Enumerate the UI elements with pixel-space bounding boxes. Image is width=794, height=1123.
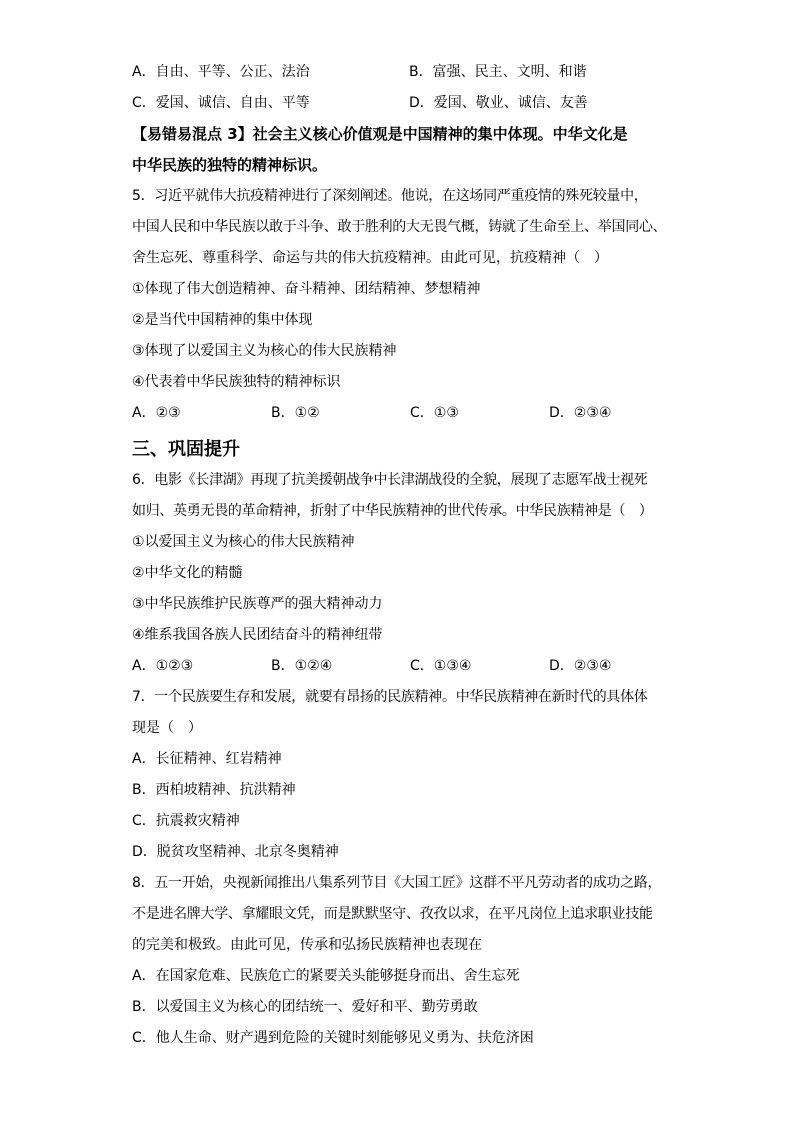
q6-stem-1: 6．电影《长津湖》再现了抗美援朝战争中长津湖战役的全貌，展现了志愿军战士视死 (132, 472, 648, 488)
q6-statement-3: ③中华民族维护民族尊严的强大精神动力 (132, 596, 383, 612)
q5-option-b: B．①② (271, 405, 320, 421)
q6-option-d: D．②③④ (549, 658, 612, 674)
q6-statement-1: ①以爱国主义为核心的伟大民族精神 (132, 534, 355, 550)
q4-options-row-1 (132, 62, 672, 93)
q8-stem-3: 的完美和极致。由此可见，传承和弘扬民族精神也表现在 (132, 937, 482, 953)
q4-option-d: D．爱国、敬业、诚信、友善 (409, 95, 588, 111)
q8-option-c: C．他人生命、财产遇到危险的关键时刻能够见义勇为、扶危济困 (132, 1030, 534, 1046)
q6-options (132, 656, 672, 687)
tip3-line-1: 【易错易混点 3】社会主义核心价值观是中国精神的集中体现。中华文化是 (132, 125, 628, 143)
q4-option-a: A．自由、平等、公正、法治 (132, 64, 310, 80)
q5-statement-2: ②是当代中国精神的集中体现 (132, 312, 313, 328)
q6-option-c: C．①③④ (410, 658, 472, 674)
q4-option-c: C．爱国、诚信、自由、平等 (132, 95, 310, 111)
q4-option-b: B．富强、民主、文明、和谐 (409, 64, 587, 80)
tip3-line-2: 中华民族的独特的精神标识。 (132, 156, 328, 174)
q5-options (132, 403, 672, 434)
q5-stem-3: 舍生忘死、尊重科学、命运与共的伟大抗疫精神。由此可见，抗疫精神（ ） (132, 250, 608, 266)
q6-option-a: A．①②③ (132, 658, 194, 674)
q7-stem-1: 7．一个民族要生存和发展，就要有昂扬的民族精神。中华民族精神在新时代的具体体 (132, 689, 648, 705)
q5-statement-1: ①体现了伟大创造精神、奋斗精神、团结精神、梦想精神 (132, 281, 481, 297)
q7-stem-2: 现是（ ） (132, 720, 202, 736)
q6-statement-4: ④维系我国各族人民团结奋斗的精神纽带 (132, 627, 383, 643)
q8-stem-1: 8．五一开始，央视新闻推出八集系列节目《大国工匠》这群不平凡劳动者的成功之路， (132, 875, 662, 891)
q6-statement-2: ②中华文化的精髓 (132, 565, 243, 581)
q5-stem-2: 中国人民和中华民族以敢于斗争、敢于胜利的大无畏气概，铸就了生命至上、举国同心、 (132, 219, 667, 235)
q4-options-row-2 (132, 93, 672, 124)
q5-option-a: A．②③ (132, 405, 181, 421)
q5-stem-1: 5．习近平就伟大抗疫精神进行了深刻阐述。他说，在这场同严重疫情的殊死较量中， (132, 188, 648, 204)
q5-statement-3: ③体现了以爱国主义为核心的伟大民族精神 (132, 343, 397, 359)
q5-statement-4: ④代表着中华民族独特的精神标识 (132, 374, 341, 390)
q8-option-a: A．在国家危难、民族危亡的紧要关头能够挺身而出、舍生忘死 (132, 968, 520, 984)
q6-option-b: B．①②④ (271, 658, 333, 674)
q7-option-a: A．长征精神、红岩精神 (132, 751, 282, 767)
q8-stem-2: 不是进名牌大学、拿耀眼文凭，而是默默坚守、孜孜以求，在平凡岗位上追求职业技能 (132, 906, 653, 922)
q7-option-c: C．抗震救灾精神 (132, 813, 240, 829)
q8-option-b: B．以爱国主义为核心的团结统一、爱好和平、勤劳勇敢 (132, 999, 478, 1015)
q7-option-b: B．西柏坡精神、抗洪精神 (132, 782, 296, 798)
q6-stem-2: 如归、英勇无畏的革命精神，折射了中华民族精神的世代传承。中华民族精神是（ ） (132, 503, 653, 519)
section-heading: 三、巩固提升 (132, 439, 240, 460)
document-page (132, 62, 672, 1059)
q5-option-d: D．②③④ (549, 405, 612, 421)
q7-option-d: D．脱贫攻坚精神、北京冬奥精神 (132, 844, 339, 860)
q5-option-c: C．①③ (410, 405, 459, 421)
